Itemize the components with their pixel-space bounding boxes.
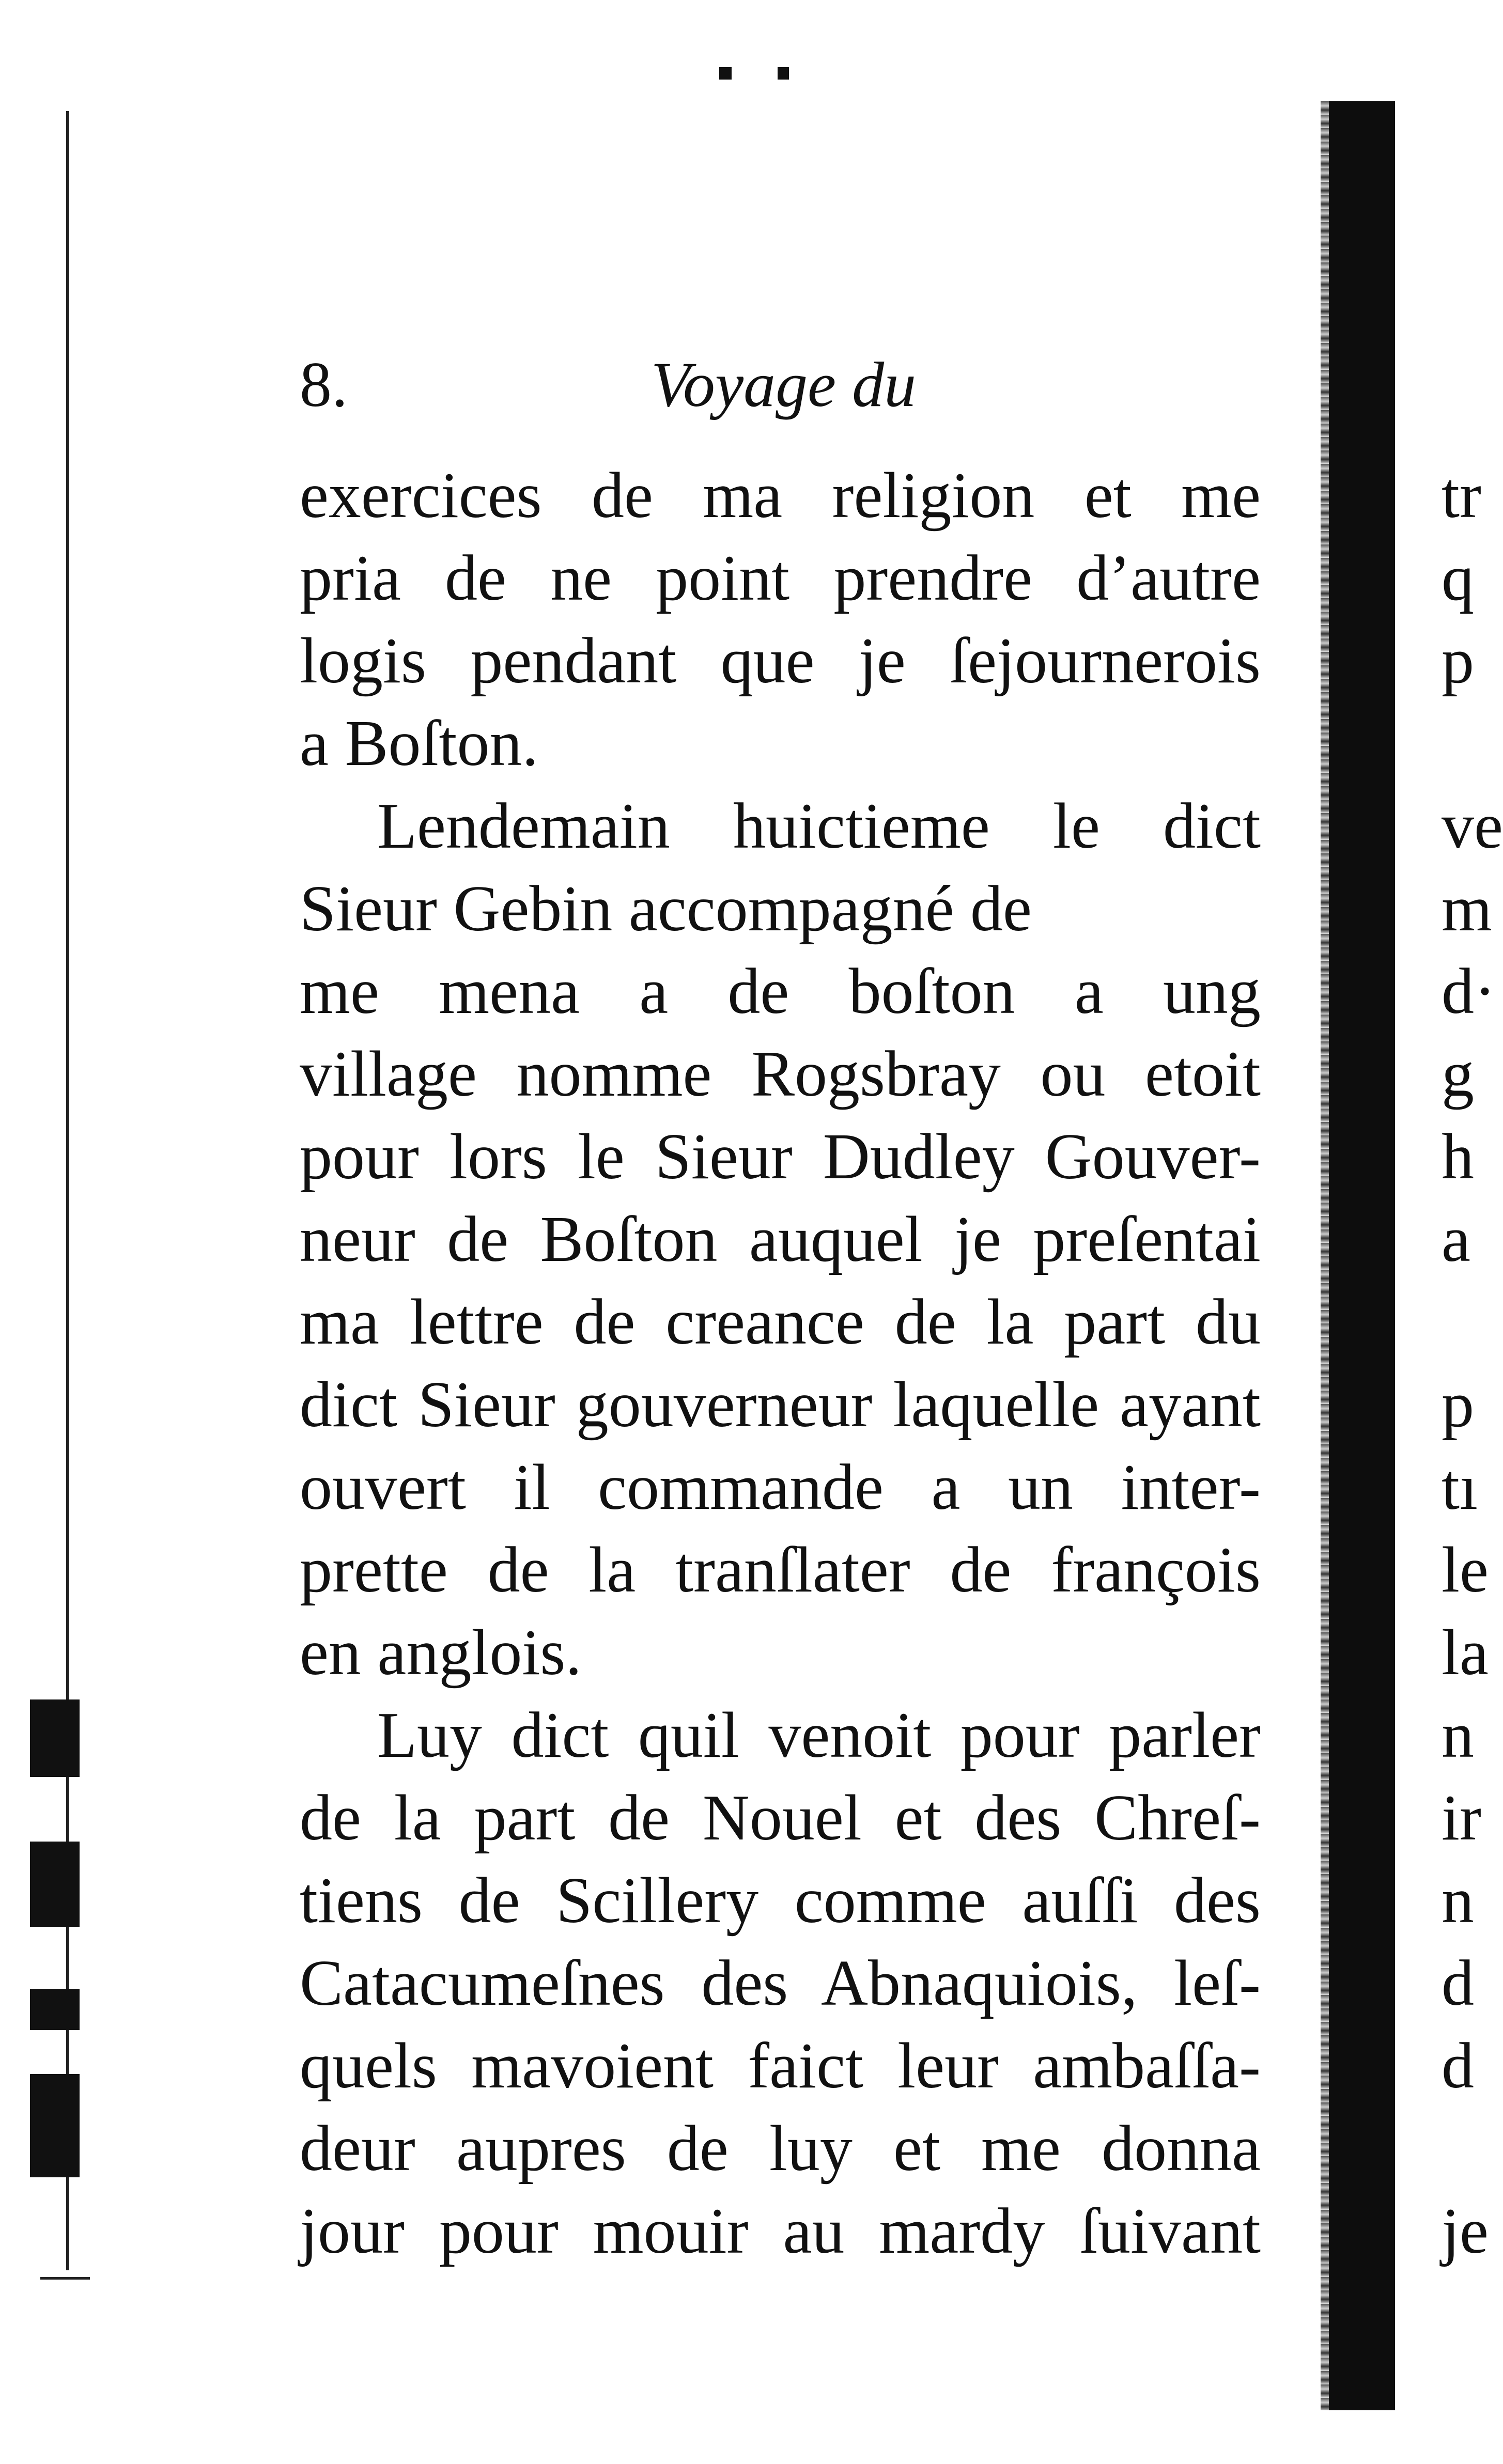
facing-fragment: h <box>1442 1121 1474 1193</box>
scan-mark-top-right <box>778 67 789 80</box>
facing-fragment: je <box>1442 2195 1489 2267</box>
book-binding-gutter <box>1329 101 1395 2410</box>
text-line: pour lors le Sieur Dudley Gouver- <box>300 1121 1261 1193</box>
text-line: logis pendant que je ſejournerois <box>300 625 1261 697</box>
text-line: ma lettre de creance de la part du <box>300 1286 1261 1358</box>
text-line: village nomme Rogsbray ou etoit <box>300 1038 1261 1110</box>
facing-fragment <box>1442 1281 1496 1364</box>
facing-fragment: ve <box>1442 790 1503 862</box>
text-line: quels mavoient faict leur ambaſſa- <box>300 2030 1261 2102</box>
facing-fragment: q <box>1442 542 1474 614</box>
left-margin-rule <box>66 111 69 2270</box>
facing-fragment: g <box>1442 1038 1474 1110</box>
facing-fragment: p <box>1442 625 1474 697</box>
left-margin-block-1 <box>30 1699 80 1777</box>
text-line: dict Sieur gouverneur laquelle ayant <box>300 1369 1261 1441</box>
facing-fragment: d· <box>1442 956 1496 1027</box>
running-title: Voyage du <box>651 349 917 420</box>
text-line: a Boſton. <box>300 708 538 779</box>
left-margin-block-2 <box>30 1842 80 1927</box>
left-margin-block-4 <box>30 2074 80 2177</box>
facing-fragment <box>1442 2108 1496 2190</box>
facing-fragment: p <box>1442 1369 1474 1441</box>
text-line: pria de ne point prendre d’autre <box>300 542 1261 614</box>
text-line: Catacumeſnes des Abnaquiois, leſ- <box>300 1947 1261 2019</box>
text-line: exercices de ma religion et me <box>300 460 1261 532</box>
body-text <box>300 455 1261 2273</box>
facing-fragment <box>1442 703 1496 785</box>
text-line: me mena a de boſton a ung <box>300 956 1261 1027</box>
text-line: en anglois. <box>300 1617 582 1689</box>
facing-page-fragments <box>1442 455 1503 2273</box>
facing-fragment: a <box>1442 1204 1470 1275</box>
bottom-margin-rule <box>40 2277 90 2280</box>
text-line: de la part de Nouel et des Chreſ- <box>300 1782 1261 1854</box>
text-line: tiens de Scillery comme auſſi des <box>300 1865 1261 1937</box>
left-margin-block-3 <box>30 1989 80 2030</box>
facing-fragment: n <box>1442 1699 1474 1771</box>
text-line: Sieur Gebin accompagné de <box>300 873 1032 945</box>
facing-fragment: m <box>1442 873 1493 945</box>
text-line: jour pour mouir au mardy ſuivant <box>300 2195 1261 2267</box>
facing-fragment: tr <box>1442 460 1481 532</box>
facing-fragment: d <box>1442 2030 1474 2102</box>
facing-fragment: la <box>1442 1617 1489 1689</box>
facing-fragment: tı <box>1442 1452 1478 1523</box>
text-line: neur de Boſton auquel je preſentai <box>300 1204 1261 1275</box>
page-number: 8. <box>300 349 348 420</box>
facing-fragment: ir <box>1442 1782 1481 1854</box>
facing-fragment: d <box>1442 1947 1474 2019</box>
text-line: ouvert il commande a un inter- <box>300 1452 1261 1523</box>
running-head <box>300 346 1261 429</box>
text-line: prette de la tranſlater de françois <box>300 1534 1261 1606</box>
scan-mark-top-left <box>719 67 732 80</box>
text-line: Lendemain huictieme le dict <box>377 790 1261 862</box>
text-line: Luy dict quil venoit pour parler <box>377 1699 1261 1771</box>
facing-fragment: le <box>1442 1534 1489 1606</box>
text-line: deur aupres de luy et me donna <box>300 2113 1261 2185</box>
facing-fragment: n <box>1442 1865 1474 1937</box>
